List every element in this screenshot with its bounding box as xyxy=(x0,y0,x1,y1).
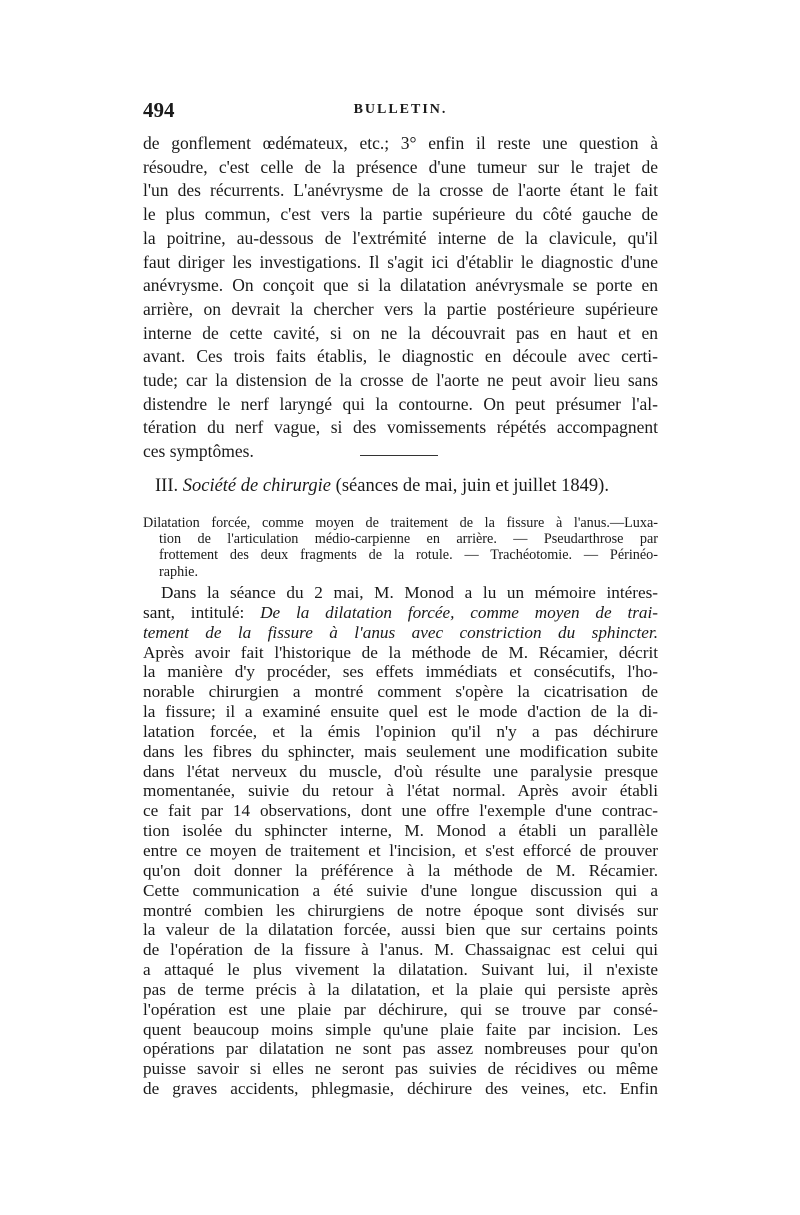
line-text: de l'opération de la fissure à l'anus. M. Chassaignac est celui qui xyxy=(143,940,658,960)
text-line xyxy=(143,583,658,603)
line-italic-title: De la dilatation forcée, comme moyen de trai- xyxy=(260,602,658,622)
line-text: dans l'état nerveux du muscle, d'où résulte une paralysie presque xyxy=(143,761,658,781)
section-summary xyxy=(143,515,658,580)
text-line: interne de cette cavité, si on ne la découvrait pas en haut et en xyxy=(143,322,658,343)
paragraph-previous-section xyxy=(143,132,658,464)
text-line: tération du nerf vague, si des vomissements répétés accompagnent xyxy=(143,417,658,438)
text-line: le plus commun, c'est vers la partie supérieure du côté gauche de xyxy=(143,204,658,225)
line-text: sant, intitulé: xyxy=(143,602,261,622)
page-number: 494 xyxy=(143,98,175,122)
line-text: latation forcée, et la émis l'opinion qu'il n'y a pas déchirure xyxy=(143,721,658,741)
line-text: la fissure; il a examiné ensuite quel est le mode d'action de la di- xyxy=(143,702,658,722)
line-text: l'opération est une plaie par déchirure, qui se trouve par consé- xyxy=(143,999,658,1019)
line-text: momentanée, suivie du retour à l'état normal. Après avoir établi xyxy=(143,781,658,801)
text-line xyxy=(143,1039,658,1059)
text-line: arrière, on devrait la chercher vers la partie postérieure supérieure xyxy=(143,298,658,319)
text-line xyxy=(143,742,658,762)
text-line: de gonflement œdémateux, etc.; 3° enfin il reste une question à xyxy=(143,133,658,153)
line-text: la manière d'y procéder, ses effets immédiats et consécutifs, l'ho- xyxy=(143,662,658,682)
text-line xyxy=(143,762,658,782)
running-head: BULLETIN. xyxy=(353,102,448,117)
text-line xyxy=(143,901,658,921)
section-number: III. xyxy=(155,476,179,496)
text-line: tude; car la distension de la crosse de l'aorte ne peut avoir lieu sans xyxy=(143,370,658,391)
text-line xyxy=(143,980,658,1000)
line-text: puisse savoir si elles ne seront pas suivies de récidives ou même xyxy=(143,1059,658,1079)
line-text: entre ce moyen de traitement et l'incision, et s'est efforcé de prouver xyxy=(143,840,658,860)
section-separator-rule xyxy=(360,455,438,456)
line-text: montré combien les chirurgiens de notre époque sont divisés sur xyxy=(143,900,658,920)
line-text: de graves accidents, phlegmasie, déchirure des veines, etc. Enfin xyxy=(143,1079,658,1099)
text-line xyxy=(143,1020,658,1040)
line-text: ce fait par 14 observations, dont une offre l'exemple d'une contrac- xyxy=(143,801,658,821)
text-line: ces symptômes. xyxy=(143,441,254,462)
section-title: Société de chirurgie xyxy=(182,476,332,496)
paragraph-societe-chirurgie xyxy=(143,583,658,1099)
text-line xyxy=(143,643,658,663)
text-line xyxy=(143,662,658,682)
line-text: Cette communication a été suivie d'une longue discussion qui a xyxy=(143,880,658,900)
text-line xyxy=(143,861,658,881)
text-line xyxy=(143,920,658,940)
text-line xyxy=(143,821,658,841)
line-text: Dans la séance du 2 mai, M. Monod a lu un mémoire intéres- xyxy=(161,583,658,602)
line-text: opérations par dilatation ne sont pas assez nombreuses pour qu'on xyxy=(143,1039,658,1059)
text-line xyxy=(143,1079,658,1099)
summary-line: raphie. xyxy=(159,563,198,580)
line-text: dans les fibres du sphincter, mais seulement une modification subite xyxy=(143,741,658,761)
text-line xyxy=(143,781,658,801)
line-italic-title: tement de la fissure à l'anus avec constriction du sphincter. xyxy=(143,622,658,642)
text-line: la poitrine, au-dessous de l'extrémité interne de la clavicule, qu'il xyxy=(143,227,658,248)
line-text: quent beaucoup moins simple qu'une plaie faite par incision. Les xyxy=(143,1019,658,1039)
line-text: tion isolée du sphincter interne, M. Monod a établi un parallèle xyxy=(143,821,658,841)
summary-line: Dilatation forcée, comme moyen de traitement de la fissure à l'anus.—Luxa- xyxy=(143,515,658,531)
line-text: pas de terme précis à la dilatation, et la plaie qui persiste après xyxy=(143,979,658,999)
text-line: résoudre, c'est celle de la présence d'une tumeur sur le trajet de xyxy=(143,156,658,177)
text-line xyxy=(143,623,658,643)
page-header xyxy=(143,98,658,128)
text-line xyxy=(143,603,658,623)
text-line xyxy=(143,702,658,722)
text-line: anévrysme. On conçoit que si la dilatation anévrysmale se porte en xyxy=(143,275,658,296)
text-line: distendre le nerf laryngé qui la contourne. On peut présumer l'al- xyxy=(143,393,658,414)
text-line xyxy=(143,801,658,821)
summary-line: frottement des deux fragments de la rotule. — Trachéotomie. — Périnéo- xyxy=(159,547,658,564)
summary-line: tion de l'articulation médio-carpienne en arrière. — Pseudarthrose par xyxy=(159,531,658,548)
text-line xyxy=(143,1000,658,1020)
text-line: avant. Ces trois faits établis, le diagnostic en découle avec certi- xyxy=(143,346,658,367)
text-line xyxy=(143,722,658,742)
text-line xyxy=(143,841,658,861)
text-line xyxy=(143,940,658,960)
line-text: Après avoir fait l'historique de la méthode de M. Récamier, décrit xyxy=(143,642,658,662)
text-line: l'un des récurrents. L'anévrysme de la crosse de l'aorte étant le fait xyxy=(143,180,658,201)
text-line: faut diriger les investigations. Il s'agit ici d'établir le diagnostic d'une xyxy=(143,251,658,272)
section-subtitle: (séances de mai, juin et juillet 1849). xyxy=(335,476,609,496)
line-text: la valeur de la dilatation forcée, aussi bien que sur certains points xyxy=(143,920,658,940)
section-heading xyxy=(155,474,655,498)
line-text: qu'on doit donner la préférence à la méthode de M. Récamier. xyxy=(143,860,658,880)
line-text: a attaqué le plus vivement la dilatation. Suivant lui, il n'existe xyxy=(143,960,658,980)
line-text: norable chirurgien a montré comment s'opère la cicatrisation de xyxy=(143,682,658,702)
text-line xyxy=(143,960,658,980)
text-line xyxy=(143,1059,658,1079)
text-line xyxy=(143,881,658,901)
text-line xyxy=(143,682,658,702)
